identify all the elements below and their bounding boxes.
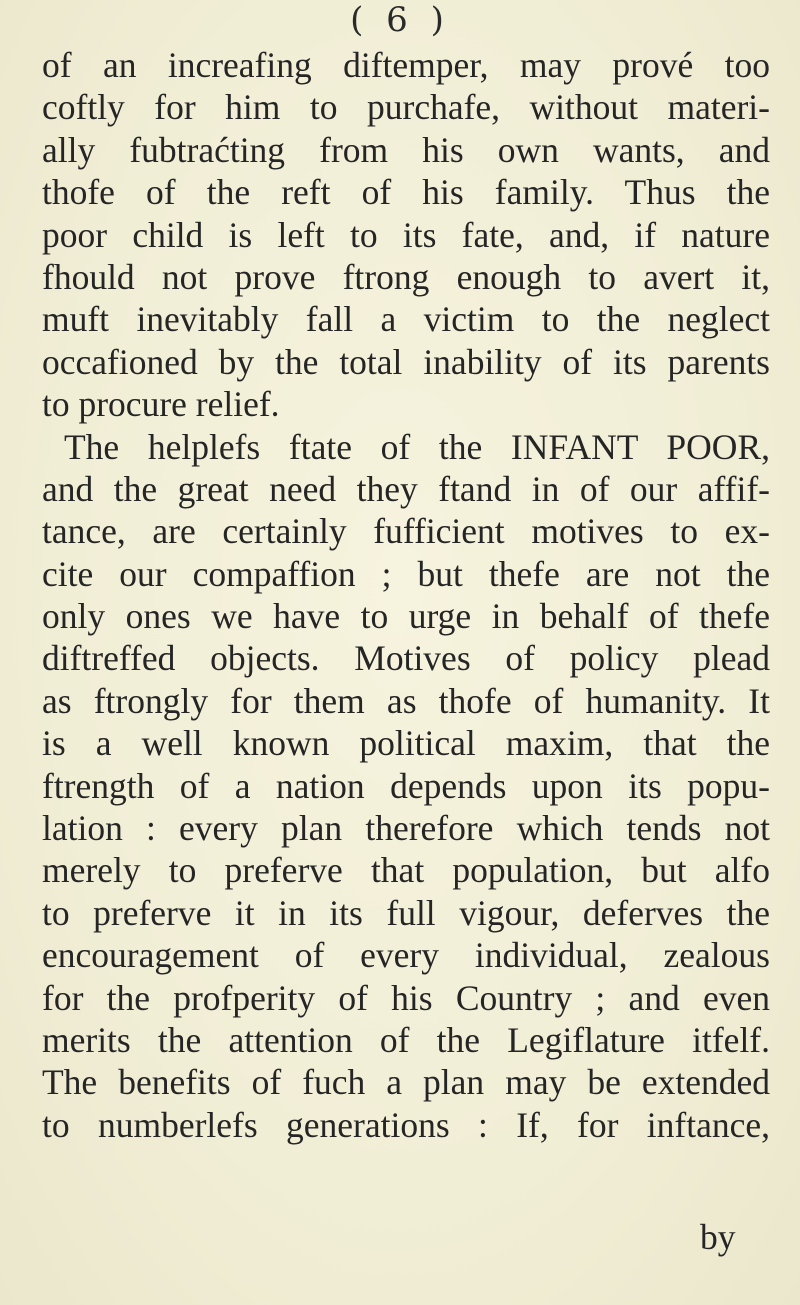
catchword: by (700, 1217, 736, 1257)
text-line: fhould not prove ftrong enough to avert it, (42, 256, 770, 297)
text-line: thofe of the reft of his family. Thus the (42, 172, 770, 213)
text-line: ftrength of a nation depends upon its popu- (42, 765, 770, 806)
text-line: occafioned by the total inability of its parents (42, 341, 770, 382)
body-text (42, 44, 770, 1146)
text-line: diftreffed objects. Motives of policy plead (42, 638, 770, 679)
text-line: only ones we have to urge in behalf of thefe (42, 596, 770, 637)
text-line: for the profperity of his Country ; and even (42, 977, 770, 1018)
text-line: to numberlefs generations : If, for inftance, (42, 1104, 770, 1145)
text-line: merely to preferve that population, but alfo (42, 850, 770, 891)
text-line: tance, are certainly fufficient motives to ex- (42, 511, 770, 552)
text-line: is a well known political maxim, that the (42, 723, 770, 764)
page-number-header: ( 6 ) (350, 0, 450, 40)
text-line: cite our compaffion ; but thefe are not the (42, 553, 770, 594)
text-line: poor child is left to its fate, and, if nature (42, 214, 770, 255)
text-line: encouragement of every individual, zealous (42, 935, 770, 976)
text-line: lation : every plan therefore which tends not (42, 808, 770, 849)
text-line: muft inevitably fall a victim to the neglect (42, 299, 770, 340)
text-line: to procure relief. (42, 384, 280, 425)
text-line: and the great need they ftand in of our affif- (42, 468, 770, 509)
text-line: coftly for him to purchafe, without materi- (42, 87, 770, 128)
text-line: merits the attention of the Legiflature itfelf. (42, 1019, 770, 1060)
paragraph-start-line: The helplefs ftate of the INFANT POOR, (64, 426, 770, 467)
text-line: The benefits of fuch a plan may be extended (42, 1062, 770, 1103)
text-line: ally fubtraćting from his own wants, and (42, 129, 770, 170)
text-line: as ftrongly for them as thofe of humanity. It (42, 680, 770, 721)
text-line: of an increafing diftemper, may prové too (42, 45, 770, 85)
text-line: to preferve it in its full vigour, deferves the (42, 892, 770, 933)
